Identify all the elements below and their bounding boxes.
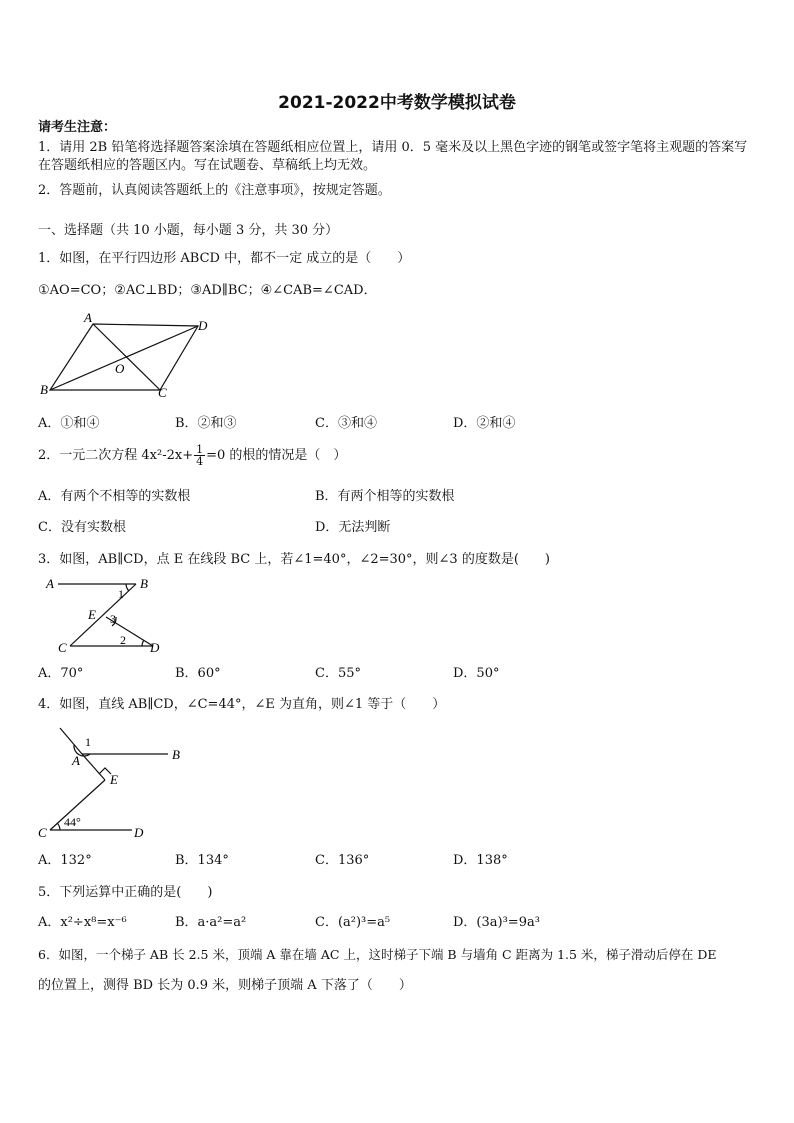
section-heading: 一、选择题（共 10 小题，每小题 3 分，共 30 分）	[38, 223, 339, 238]
question-5-option-b: B．a·a²=a²	[175, 915, 247, 930]
fig1-label-b: B	[40, 382, 48, 397]
question-1-option-b: B．②和③	[175, 416, 237, 431]
question-2-option-a: A．有两个不相等的实数根	[38, 489, 191, 504]
fig4-label-e: E	[110, 772, 118, 787]
question-2-option-c: C．没有实数根	[38, 520, 126, 535]
question-4-option-b: B．134°	[175, 853, 229, 868]
question-1-figure-parallelogram	[38, 312, 218, 400]
question-3-option-a: A．70°	[38, 666, 84, 681]
notice-heading: 请考生注意：	[38, 120, 117, 135]
question-1-conditions: ①AO=CO；②AC⊥BD；③AD∥BC；④∠CAB=∠CAD．	[38, 283, 377, 298]
question-1-option-d: D．②和④	[453, 416, 516, 431]
fig4-label-44: 44°	[64, 815, 81, 829]
question-4-figure	[36, 724, 196, 842]
fig3-label-1: 1	[118, 587, 124, 601]
question-1-option-a: A．①和④	[38, 416, 100, 431]
fig4-label-b: B	[172, 747, 180, 762]
fraction-numerator: 1	[196, 443, 204, 456]
question-2-stem-before: 2．一元二次方程 4x²-2x+	[38, 448, 194, 463]
fraction-denominator: 4	[196, 455, 204, 468]
question-2-fraction	[194, 444, 205, 467]
question-4-option-c: C．136°	[315, 853, 370, 868]
fig3-label-c: C	[58, 640, 67, 655]
notice-item-2: 2．答题前，认真阅读答题纸上的《注意事项》，按规定答题。	[38, 183, 391, 198]
question-4-option-a: A．132°	[38, 853, 92, 868]
question-2-stem-after: =0 的根的情况是（ ）	[206, 448, 347, 463]
fig3-label-e: E	[88, 607, 96, 622]
question-3-option-d: D．50°	[453, 666, 500, 681]
fig1-label-c: C	[158, 385, 167, 400]
fig1-label-a: A	[84, 312, 92, 325]
question-4-stem: 4．如图，直线 AB∥CD，∠C=44°，∠E 为直角，则∠1 等于（ ）	[38, 697, 446, 712]
question-5-option-a: A．x²÷x⁸=x⁻⁶	[38, 915, 127, 930]
question-3-option-b: B．60°	[175, 666, 221, 681]
question-5-stem: 5．下列运算中正确的是( )	[38, 885, 213, 900]
fig3-label-2: 2	[120, 633, 126, 647]
fig3-label-b: B	[140, 576, 148, 591]
question-2-stem	[38, 444, 346, 467]
fig4-label-d: D	[134, 825, 144, 840]
notice-item-1: 1．请用 2B 铅笔将选择题答案涂填在答题纸相应位置上，请用 0．5 毫米及以上黑色字迹的钢笔或签字笔将主观题的答案写在答题纸相应的答题区内。写在试题卷、草稿纸上均无效。	[38, 140, 748, 173]
page-title: 2021-2022中考数学模拟试卷	[278, 93, 516, 113]
question-5-option-d: D．(3a)³=9a³	[453, 915, 540, 930]
question-6-stem-line-1: 6．如图，一个梯子 AB 长 2.5 米，顶端 A 靠在墙 AC 上，这时梯子下端 B 与墙角 C 距离为 1.5 米，梯子滑动后停在 DE	[38, 947, 717, 962]
fig1-label-d: D	[198, 318, 208, 333]
question-3-option-c: C．55°	[315, 666, 361, 681]
question-1-stem: 1．如图，在平行四边形 ABCD 中，都不一定 成立的是（ ）	[38, 251, 411, 266]
fig3-label-3: 3	[110, 612, 116, 626]
question-6-stem-line-2: 的位置上，测得 BD 长为 0.9 米，则梯子顶端 A 下落了（ ）	[38, 978, 412, 993]
fig4-label-a: A	[72, 753, 80, 768]
question-3-stem: 3．如图，AB∥CD，点 E 在线段 BC 上，若∠1=40°，∠2=30°，则∠3 的度数是( )	[38, 552, 550, 567]
question-2-option-d: D．无法判断	[315, 520, 391, 535]
question-3-figure	[38, 574, 168, 656]
fig3-label-d: D	[150, 640, 160, 655]
fig4-label-c: C	[38, 825, 47, 840]
question-5-option-c: C．(a²)³=a⁵	[315, 915, 391, 930]
question-4-option-d: D．138°	[453, 853, 508, 868]
fig4-label-1: 1	[85, 735, 91, 749]
question-1-option-c: C．③和④	[315, 416, 377, 431]
fig3-label-a: A	[46, 576, 54, 591]
question-2-option-b: B．有两个相等的实数根	[315, 489, 455, 504]
fig1-label-o: O	[115, 361, 125, 376]
